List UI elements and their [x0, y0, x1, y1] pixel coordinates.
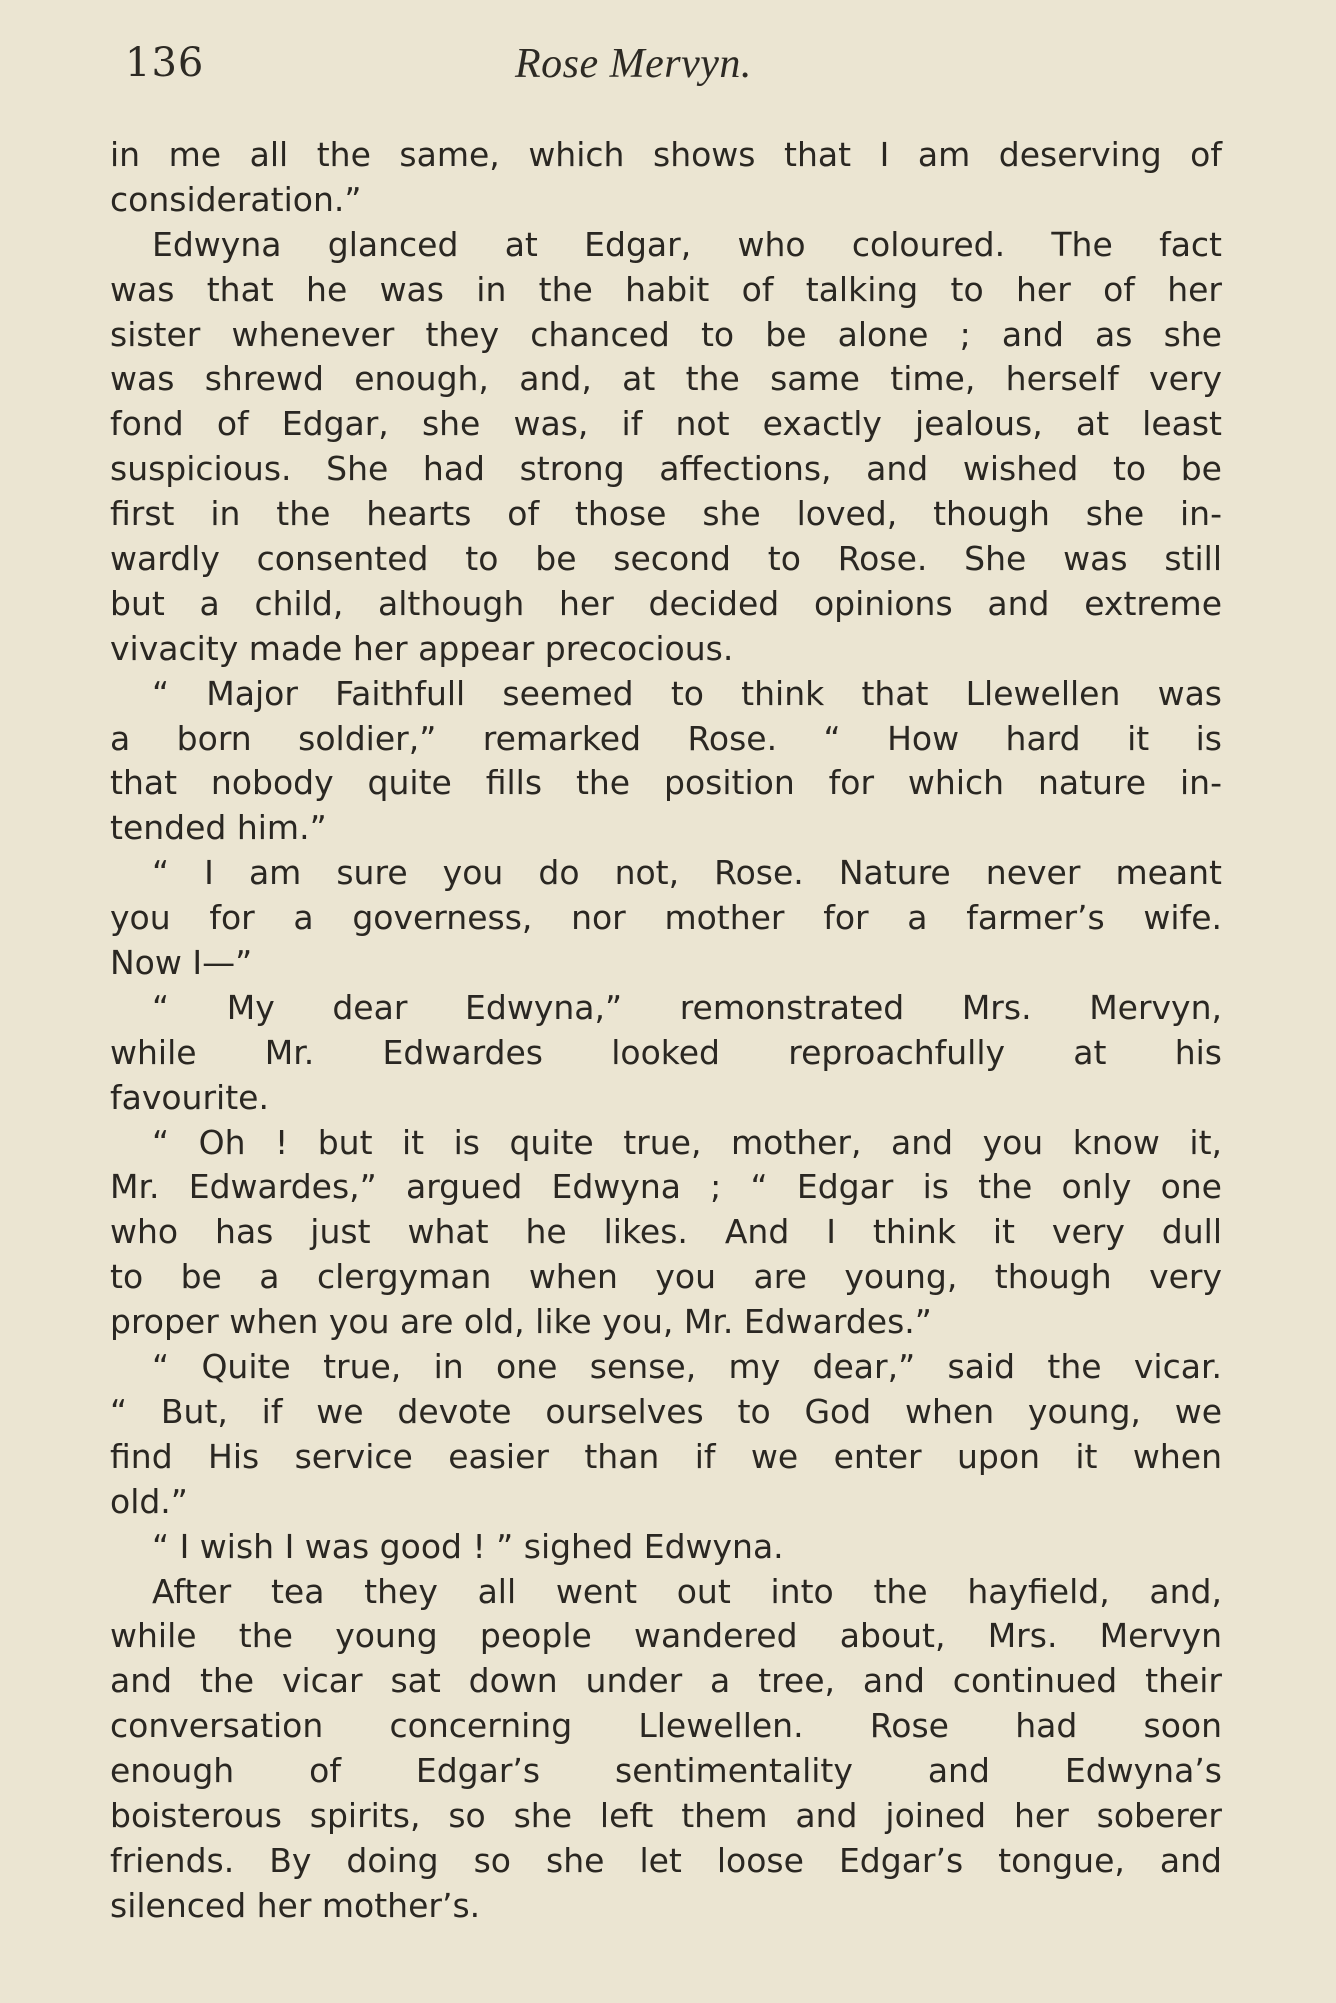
text-line: Mr. Edwardes,” argued Edwyna ; “ Edgar is the only one	[110, 1167, 1222, 1207]
text-line: in me all the same, which shows that I am deserving of	[110, 135, 1222, 174]
text-line: Now I—”	[110, 943, 253, 983]
text-line: favourite.	[110, 1077, 269, 1117]
text-line: who has just what he likes. And I think it very dull	[110, 1212, 1222, 1252]
text-line: “ I am sure you do not, Rose. Nature never meant	[152, 853, 1222, 893]
text-line: first in the hearts of those she loved, though she in-	[110, 494, 1222, 534]
running-title: Rose Mervyn.	[515, 41, 752, 87]
running-head	[125, 40, 1215, 110]
text-line: vivacity made her appear precocious.	[110, 628, 734, 668]
text-line: proper when you are old, like you, Mr. Edwardes.”	[110, 1302, 932, 1342]
text-line: conversation concerning Llewellen. Rose had soon	[110, 1706, 1222, 1746]
text-line: boisterous spirits, so she left them and joined her soberer	[110, 1795, 1222, 1835]
text-line: was shrewd enough, and, at the same time, herself very	[110, 359, 1222, 399]
text-line: fond of Edgar, she was, if not exactly jealous, at least	[110, 404, 1222, 444]
text-line: old.”	[110, 1481, 188, 1521]
text-line: a born soldier,” remarked Rose. “ How hard it is	[110, 718, 1222, 758]
text-line: “ Major Faithfull seemed to think that Llewellen was	[152, 673, 1222, 713]
text-line: you for a governess, nor mother for a farmer’s wife.	[110, 898, 1222, 938]
text-line: that nobody quite fills the position for which nature in-	[110, 763, 1222, 803]
text-line: enough of Edgar’s sentimentality and Edwyna’s	[110, 1751, 1222, 1791]
text-line: After tea they all went out into the hayfield, and,	[152, 1571, 1222, 1611]
text-line: “ I wish I was good ! ” sighed Edwyna.	[152, 1526, 784, 1566]
text-line: wardly consented to be second to Rose. She was still	[110, 539, 1222, 579]
text-line: “ But, if we devote ourselves to God when young, we	[110, 1391, 1222, 1431]
text-line: “ Quite true, in one sense, my dear,” said the vicar.	[152, 1347, 1222, 1387]
text-line: while Mr. Edwardes looked reproachfully at his	[110, 1032, 1222, 1072]
text-line: “ My dear Edwyna,” remonstrated Mrs. Mervyn,	[152, 987, 1222, 1027]
text-line: friends. By doing so she let loose Edgar’s tongue, and	[110, 1840, 1222, 1880]
body-text	[110, 133, 1222, 1929]
text-line: find His service easier than if we enter upon it when	[110, 1436, 1222, 1476]
text-line: while the young people wandered about, Mrs. Mervyn	[110, 1616, 1222, 1656]
text-line: and the vicar sat down under a tree, and continued their	[110, 1661, 1222, 1701]
text-line: tended him.”	[110, 808, 327, 848]
text-line: consideration.”	[110, 179, 362, 219]
text-line: suspicious. She had strong affections, and wished to be	[110, 449, 1222, 489]
text-line: Edwyna glanced at Edgar, who coloured. The fact	[152, 224, 1222, 264]
page-number: 136	[125, 40, 205, 86]
text-line: silenced her mother’s.	[110, 1885, 481, 1925]
text-line: was that he was in the habit of talking to her of her	[110, 269, 1222, 309]
text-line: to be a clergyman when you are young, though very	[110, 1257, 1222, 1297]
text-line: sister whenever they chanced to be alone ; and as she	[110, 314, 1222, 354]
text-line: “ Oh ! but it is quite true, mother, and you know it,	[152, 1122, 1222, 1162]
text-line: but a child, although her decided opinions and extreme	[110, 583, 1222, 623]
